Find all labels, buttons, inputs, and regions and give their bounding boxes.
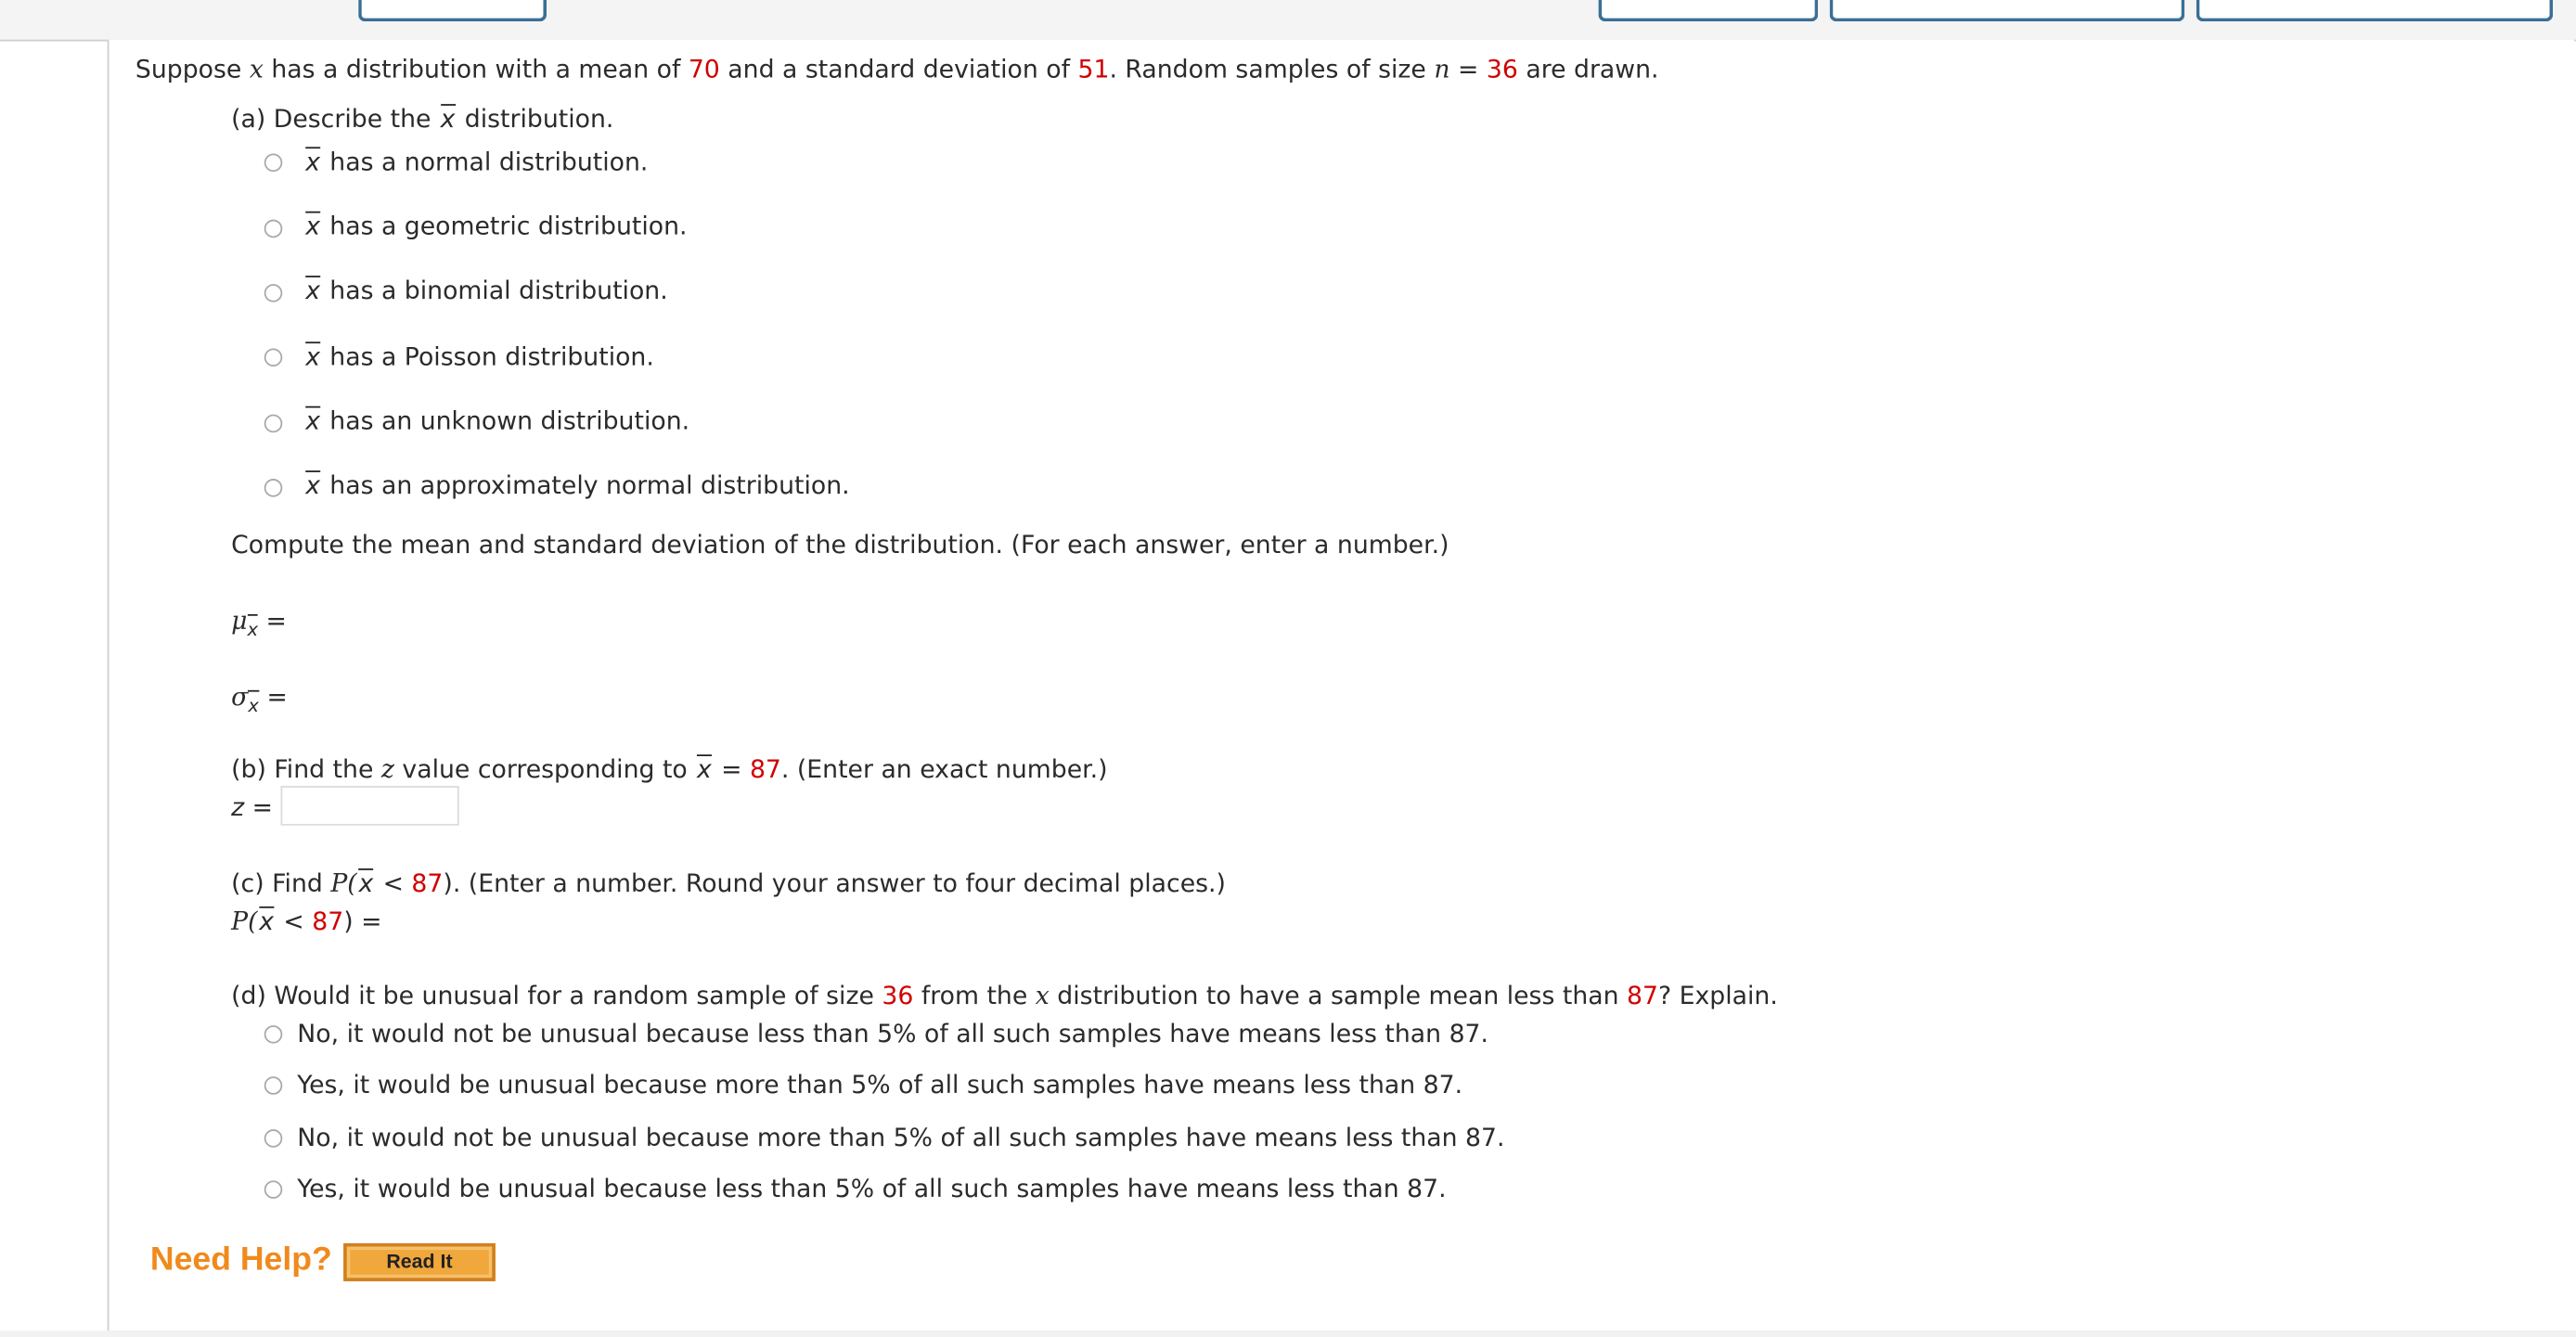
question-text: distribution. [457, 104, 614, 135]
threshold-value: 87 [1627, 981, 1658, 1011]
question-text: (b) Find the [231, 754, 381, 785]
radio-a-2[interactable] [264, 220, 283, 238]
problem-text: Suppose [135, 54, 250, 84]
x-bar-symbol: x [305, 211, 321, 241]
option-a-3 [303, 274, 667, 307]
x-bar-symbol: x [358, 868, 374, 899]
option-label: has an unknown distribution. [321, 405, 690, 436]
compute-instruction: Compute the mean and standard deviation of the distribution. (For each answer, enter a number.) [231, 530, 1449, 560]
part-d-question [231, 979, 1778, 1012]
radio-a-6[interactable] [264, 479, 283, 497]
equals-sign: = [258, 606, 287, 636]
x-bar-symbol: x [305, 147, 321, 177]
x-bar-symbol: x [440, 104, 456, 135]
prob-open: P( [231, 906, 258, 936]
problem-text: . Random samples of size [1109, 54, 1435, 84]
option-label: has a geometric distribution. [321, 211, 688, 241]
problem-text: are drawn. [1517, 54, 1659, 84]
option-label: has a normal distribution. [321, 147, 649, 177]
question-text: . (Enter an exact number.) [780, 754, 1108, 785]
problem-text: and a standard deviation of [719, 54, 1078, 84]
x-bar-subscript: x [247, 614, 258, 648]
x-bar-symbol: x [697, 754, 712, 785]
part-c-question [231, 867, 1226, 900]
x-bar-symbol: x [305, 405, 321, 436]
question-text: ? Explain. [1657, 981, 1778, 1011]
var-x: x [249, 54, 264, 84]
question-text: distribution to have a sample mean less than [1049, 981, 1628, 1011]
x-bar-symbol: x [259, 906, 275, 936]
mu-xbar-label [231, 604, 287, 640]
question-text: = [713, 754, 750, 785]
sd-value: 51 [1077, 54, 1110, 84]
radio-a-4[interactable] [264, 348, 283, 366]
option-label: has a Poisson distribution. [321, 341, 654, 372]
bottom-shade [0, 1331, 2576, 1337]
prob-answer-label [231, 905, 381, 938]
question-text: from the [913, 981, 1036, 1011]
radio-a-1[interactable] [264, 153, 283, 172]
option-label: has an approximately normal distribution. [321, 470, 850, 501]
radio-a-3[interactable] [264, 284, 283, 302]
part-a-question [231, 102, 613, 135]
less-than: < [275, 906, 313, 936]
question-text: (c) Find [231, 868, 331, 899]
prob-close: ) = [343, 906, 382, 936]
mu-symbol: μ [231, 606, 248, 636]
z-answer-input[interactable] [281, 786, 459, 826]
radio-d-4[interactable] [264, 1180, 283, 1199]
prob-open: P( [330, 868, 357, 899]
x-bar-symbol: x [305, 341, 321, 372]
sample-size-value: 36 [1486, 54, 1518, 84]
option-a-6 [303, 469, 849, 502]
toolbar-button[interactable] [358, 0, 547, 21]
option-a-1 [303, 146, 648, 179]
option-a-5 [303, 405, 689, 438]
sigma-symbol: σ [231, 681, 249, 712]
mean-value: 70 [688, 54, 720, 84]
option-a-4 [303, 341, 653, 374]
var-z: z [380, 754, 394, 785]
radio-d-3[interactable] [264, 1129, 283, 1148]
radio-d-2[interactable] [264, 1076, 283, 1095]
var-x: x [1035, 981, 1050, 1011]
toolbar-button[interactable] [1599, 0, 1819, 21]
sample-size-value: 36 [882, 981, 914, 1011]
sigma-xbar-label [231, 680, 288, 716]
problem-text: = [1449, 54, 1487, 84]
xbar-value: 87 [749, 754, 781, 785]
threshold-value: 87 [312, 906, 344, 936]
x-bar-symbol: x [305, 276, 321, 306]
top-toolbar [0, 0, 2576, 41]
radio-d-1[interactable] [264, 1025, 283, 1044]
toolbar-button[interactable] [2196, 0, 2553, 21]
option-d-4: Yes, it would be unusual because less than 5% of all such samples have means less than 87. [297, 1174, 1447, 1204]
question-text: ). (Enter a number. Round your answer to four decimal places.) [443, 868, 1226, 899]
question-text: (a) Describe the [231, 104, 439, 135]
option-d-2: Yes, it would be unusual because more than 5% of all such samples have means less than 87. [297, 1070, 1463, 1100]
part-b-question [231, 752, 1107, 786]
option-d-1: No, it would not be unusual because less than 5% of all such samples have means less than 87. [297, 1018, 1489, 1048]
equals-sign: = [258, 681, 288, 712]
read-it-button[interactable]: Read It [343, 1243, 496, 1281]
var-n: n [1434, 54, 1450, 84]
threshold-value: 87 [411, 868, 444, 899]
need-help-label: Need Help? [149, 1241, 332, 1279]
x-bar-symbol: x [305, 470, 321, 501]
problem-text: has a distribution with a mean of [263, 54, 689, 84]
less-than: < [375, 868, 412, 899]
option-label: has a binomial distribution. [321, 276, 668, 306]
problem-statement [135, 53, 1659, 86]
option-d-3: No, it would not be unusual because more than 5% of all such samples have means less than 87. [297, 1123, 1505, 1153]
question-text: value corresponding to [393, 754, 696, 785]
toolbar-button[interactable] [1830, 0, 2185, 21]
question-text: (d) Would it be unusual for a random sample of size [231, 981, 882, 1011]
x-bar-subscript: x [248, 690, 259, 724]
z-answer-label: z = [231, 792, 274, 823]
option-a-2 [303, 210, 687, 243]
radio-a-5[interactable] [264, 415, 283, 433]
